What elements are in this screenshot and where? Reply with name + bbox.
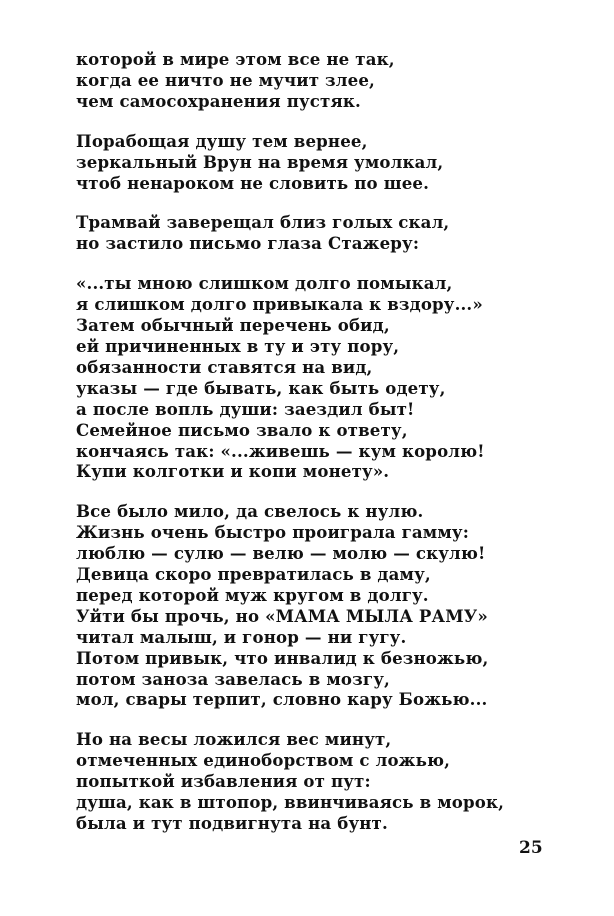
poem-line: когда ее ничто не мучит злее, [76, 69, 375, 90]
poem-line: потом заноза завелась в мозгу, [76, 668, 390, 689]
poem-line: Семейное письмо звало к ответу, [76, 419, 408, 440]
poem-line: перед которой муж кругом в долгу. [76, 584, 429, 605]
stanza-5 [76, 501, 596, 710]
poem-line: но застило письмо глаза Стажеру: [76, 233, 420, 254]
poem-line: отмеченных единоборством с ложью, [76, 750, 451, 771]
poem-line: была и тут подвигнута на бунт. [76, 813, 388, 833]
poem-line: люблю — сулю — велю — молю — скулю! [76, 543, 486, 564]
poem-line: попыткой избавления от пут: [76, 771, 371, 792]
poem-line: зеркальный Врун на время умолкал, [76, 151, 444, 172]
poem-line: душа, как в штопор, ввинчиваясь в морок, [76, 792, 505, 813]
poem-line: Девица скоро превратилась в даму, [76, 564, 431, 585]
poem-line: Трамвай заверещал близ голых скал, [76, 212, 450, 233]
page-number: 25 [519, 838, 543, 858]
poem-line: Затем обычный перечень обид, [76, 315, 390, 336]
stanza-3 [76, 212, 596, 254]
poem-line: Порабощая душу тем вернее, [76, 130, 368, 151]
poem-line: которой в мире этом все не так, [76, 49, 395, 69]
poem-line: Купи колготки и копи монету». [76, 461, 390, 482]
poem-line: мол, свары терпит, словно кару Божью... [76, 689, 488, 710]
stanza-4 [76, 273, 596, 482]
poem-line: указы — где бывать, как быть одету, [76, 377, 446, 398]
stanza-2 [76, 131, 596, 194]
poem-line: Уйти бы прочь, но «МАМА МЫЛА РАМУ» [76, 605, 488, 626]
poem-line: читал малыш, и гонор — ни гугу. [76, 626, 407, 647]
poem-line: «...ты мною слишком долго помыкал, [76, 273, 453, 294]
poem-line: Все было мило, да свелось к нулю. [76, 501, 424, 522]
poem-line: чем самосохранения пустяк. [76, 90, 361, 111]
poem-line: Потом привык, что инвалид к безножью, [76, 647, 489, 668]
poem-line: Жизнь очень быстро проиграла гамму: [76, 522, 469, 543]
poem-line: я слишком долго привыкала к вздору...» [76, 294, 483, 315]
poem-line: чтоб ненароком не словить по шее. [76, 172, 430, 193]
poem-text [76, 49, 596, 853]
stanza-1 [76, 49, 596, 112]
stanza-6 [76, 729, 596, 834]
poem-line: обязанности ставятся на вид, [76, 356, 373, 377]
poem-line: ей причиненных в ту и эту пору, [76, 335, 400, 356]
poem-line: а после вопль души: заездил быт! [76, 398, 415, 419]
poem-line: Но на весы ложился вес минут, [76, 729, 392, 750]
poem-line: кончаясь так: «...живешь — кум королю! [76, 440, 485, 461]
